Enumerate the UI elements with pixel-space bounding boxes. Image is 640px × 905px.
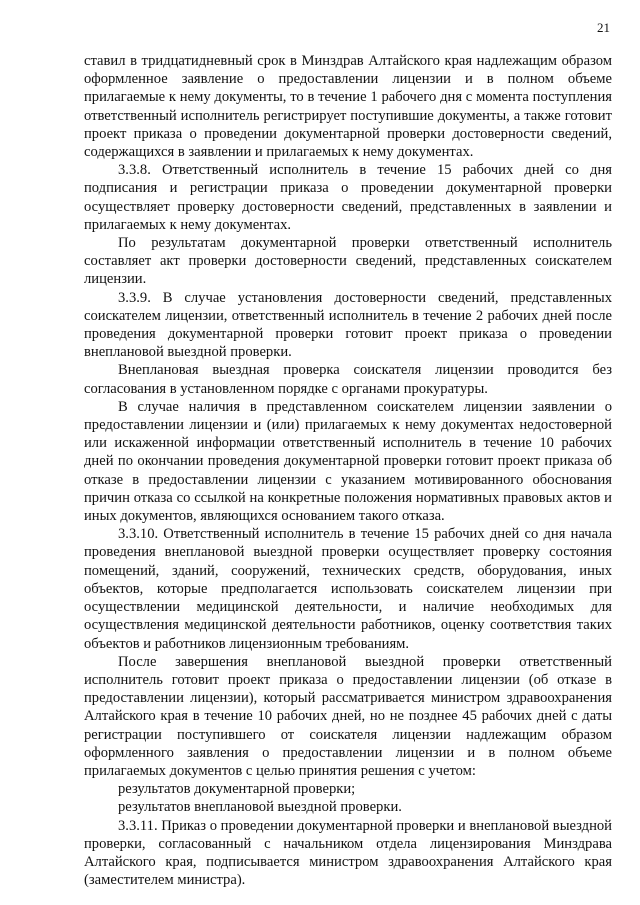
- document-body: [84, 52, 612, 889]
- paragraph-3-3-11: 3.3.11. Приказ о проведении документарной проверки и внеплановой выездной проверки, согласованный с начальником отдела лицензирования Минздрава Алтайского края, подписывается министром здравоохранения Алтайского края (заместителем министра).: [84, 817, 612, 889]
- paragraph-verification-act: По результатам документарной проверки ответственный исполнитель составляет акт проверки достоверности сведений, представленных соискателем лицензии.: [84, 235, 612, 288]
- paragraph-3-3-8: 3.3.8. Ответственный исполнитель в течение 15 рабочих дней со дня подписания и регистрации приказа о проведении документарной проверки осуществляет проверку достоверности сведений, представленных в заявлении и прилагаемых к нему документах.: [84, 162, 612, 233]
- list-item-onsite-results: результатов внеплановой выездной проверки.: [118, 799, 402, 816]
- paragraph-after-inspection: После завершения внеплановой выездной проверки ответственный исполнитель готовит проект приказа о предоставлении лицензии (об отказе в предоставлении лицензии), который рассматривается министром здравоохранения Алтайского края в течение 10 рабочих дней, но не позднее 45 рабочих дней с даты регистрации поступившего от соискателя лицензии надлежащим образом оформленного заявления о предоставлении лицензии и в полном объеме прилагаемых документов с целью принятия решения с учетом:: [84, 653, 612, 779]
- paragraph-continuation: ставил в тридцатидневный срок в Минздрав Алтайского края надлежащим образом оформленное заявление о предоставлении лицензии и в полном объеме прилагаемые к нему документы, то в течение 1 рабочего дня с момента поступления ответственный исполнитель регистрирует поступившие документы, а также готовит проект приказа о проведении документарной проверки достоверности сведений, содержащихся в заявлении и прилагаемых к нему документах.: [84, 53, 612, 161]
- page-number: 21: [597, 20, 610, 35]
- paragraph-3-3-9: 3.3.9. В случае установления достоверности сведений, представленных соискателем лицензии, ответственный исполнитель в течение 2 рабочих дней после проведения документарной проверки готовит проект приказа о проведении внеплановой выездной проверки.: [84, 289, 612, 361]
- list-item-documentary-results: результатов документарной проверки;: [118, 781, 356, 798]
- paragraph-refusal-case: В случае наличия в представленном соискателем лицензии заявлении о предоставлении лицензии и (или) прилагаемых к нему документах недостоверной или искаженной информации ответственный исполнитель в течение 10 рабочих дней по окончании проведения документарной проверки готовит проект приказа об отказе в предоставлении лицензии с указанием мотивированного обоснования причин отказа со ссылкой на конкретные положения нормативных правовых актов и иных документов, являющихся основанием такого отказа.: [84, 398, 612, 525]
- paragraph-unscheduled-inspection: Внеплановая выездная проверка соискателя лицензии проводится без согласования в установленном порядке с органами прокуратуры.: [84, 362, 612, 397]
- paragraph-3-3-10: 3.3.10. Ответственный исполнитель в течение 15 рабочих дней со дня начала проведения внеплановой выездной проверки осуществляет проверку состояния помещений, зданий, сооружений, технических средств, оборудования, иных объектов, которые предполагается использовать соискателем лицензии при осуществлении медицинской деятельности, и наличие необходимых для осуществления медицинской деятельности работников, оценку соответствия таких объектов и работников лицензионным требованиям.: [84, 526, 612, 652]
